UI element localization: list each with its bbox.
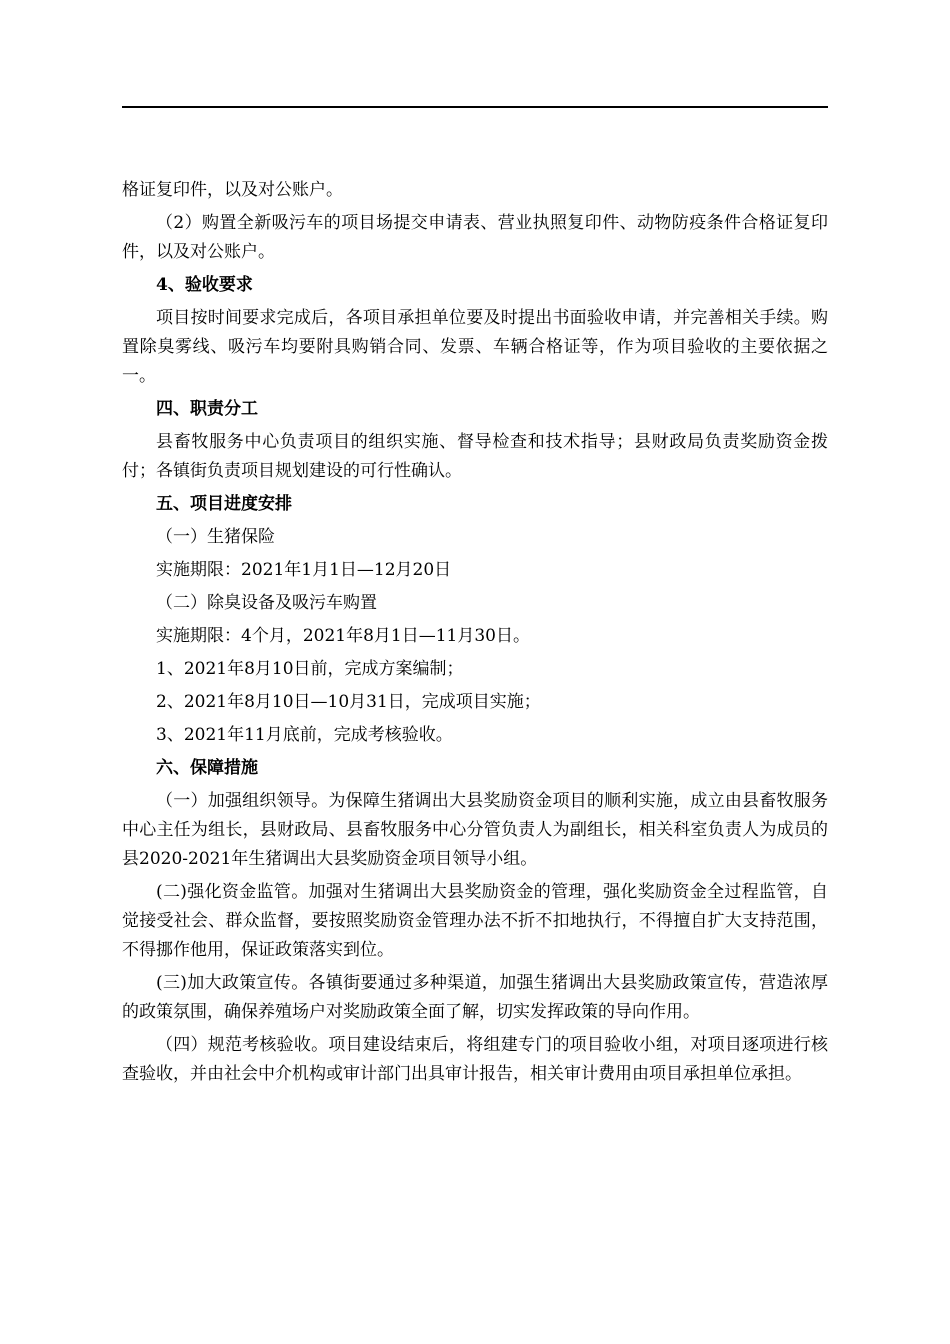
section-heading: 4、验收要求 (156, 275, 253, 295)
section-heading: 四、职责分工 (156, 399, 258, 419)
paragraph: 格证复印件，以及对公账户。 (122, 180, 343, 200)
paragraph: 项目按时间要求完成后，各项目承担单位要及时提出书面验收申请，并完善相关手续。购置除臭雾线、吸污车均要附具购销合同、发票、车辆合格证等，作为项目验收的主要依据之一。 (122, 308, 828, 386)
paragraph: 实施期限：4个月，2021年8月1日—11月30日。 (156, 626, 530, 646)
header-rule (122, 106, 828, 108)
paragraph: （一）加强组织领导。为保障生猪调出大县奖励资金项目的顺利实施，成立由县畜牧服务中心主任为组长，县财政局、县畜牧服务中心分管负责人为副组长，相关科室负责人为成员的县2020-2021年生猪调出大县奖励资金项目领导小组。 (122, 791, 828, 869)
paragraph: （二）除臭设备及吸污车购置 (156, 593, 377, 613)
paragraph: 3、2021年11月底前，完成考核验收。 (156, 725, 453, 745)
paragraph: （一）生猪保险 (156, 527, 275, 547)
paragraph: (二)强化资金监管。加强对生猪调出大县奖励资金的管理，强化奖励资金全过程监管，自觉接受社会、群众监督，要按照奖励资金管理办法不折不扣地执行，不得擅自扩大支持范围，不得挪作他用，保证政策落实到位。 (122, 882, 828, 960)
paragraph: （四）规范考核验收。项目建设结束后，将组建专门的项目验收小组，对项目逐项进行核查验收，并由社会中介机构或审计部门出具审计报告，相关审计费用由项目承担单位承担。 (122, 1035, 828, 1084)
paragraph: 县畜牧服务中心负责项目的组织实施、督导检查和技术指导；县财政局负责奖励资金拨付；各镇街负责项目规划建设的可行性确认。 (122, 432, 828, 481)
paragraph: 实施期限：2021年1月1日—12月20日 (156, 560, 452, 580)
section-heading: 六、保障措施 (156, 758, 258, 778)
paragraph: 1、2021年8月10日前，完成方案编制； (156, 659, 464, 679)
paragraph: (三)加大政策宣传。各镇街要通过多种渠道，加强生猪调出大县奖励政策宣传，营造浓厚的政策氛围，确保养殖场户对奖励政策全面了解，切实发挥政策的导向作用。 (122, 973, 828, 1022)
paragraph: 2、2021年8月10日—10月31日，完成项目实施； (156, 692, 541, 712)
document-body (122, 176, 828, 1093)
paragraph: （2）购置全新吸污车的项目场提交申请表、营业执照复印件、动物防疫条件合格证复印件，以及对公账户。 (122, 213, 828, 262)
section-heading: 五、项目进度安排 (156, 494, 292, 514)
